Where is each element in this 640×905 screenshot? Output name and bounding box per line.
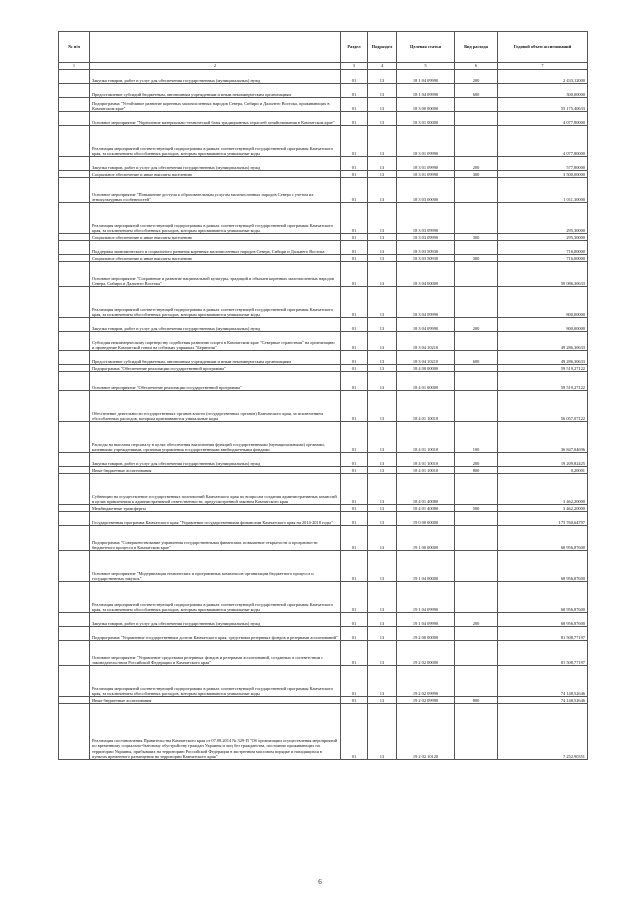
- table-row: [59, 505, 588, 512]
- cell-expense-name: Иные бюджетные ассигнования: [90, 467, 341, 474]
- cell-target-article: 19 2 02 09990: [397, 666, 455, 697]
- cell-target-article: 18 3 04 10210: [397, 332, 455, 351]
- cell-expense-type: 800: [455, 697, 498, 704]
- table-row: [59, 98, 588, 112]
- cell-target-article: 18 3 03 09990: [397, 234, 455, 241]
- cell-expense-name: Реализация мероприятий соответствующей подпрограммы в рамках соответствующей государственной программы Камчатского края, за исключением обособленных расходов, которым присваиваются уникальные коды: [90, 582, 341, 613]
- table-row: [59, 287, 588, 318]
- cell-razdel: 01: [341, 697, 368, 704]
- cell-number: [59, 365, 90, 372]
- cell-expense-type: 300: [455, 171, 498, 178]
- cell-annual-amount: 300,00000: [498, 84, 588, 98]
- cell-expense-name: Субсидия некоммерческому партнерству содействия развитию спорта в Камчатском крае "Северные странствия" на организацию и проведение Камчатской гонки на собачьих упряжках "Берингия": [90, 332, 341, 351]
- cell-target-article: 19 1 04 09990: [397, 613, 455, 627]
- cell-razdel: 01: [341, 178, 368, 203]
- cell-target-article: 19 0 00 00000: [397, 512, 455, 526]
- col-number-4: 4: [368, 63, 397, 70]
- cell-podrazdel: 13: [368, 505, 397, 512]
- cell-expense-type: [455, 704, 498, 760]
- cell-expense-name: Предоставление субсидий бюджетным, автономным учреждениям и иным некоммерческим организациям: [90, 351, 341, 365]
- table-row: [59, 627, 588, 641]
- cell-razdel: 01: [341, 505, 368, 512]
- cell-annual-amount: 74 148,52646: [498, 666, 588, 697]
- table-row: [59, 704, 588, 760]
- cell-podrazdel: 13: [368, 512, 397, 526]
- cell-target-article: 18 3 01 09990: [397, 171, 455, 178]
- cell-razdel: 01: [341, 641, 368, 666]
- cell-annual-amount: 577,80000: [498, 157, 588, 171]
- cell-expense-name: Социальное обеспечение и иные выплаты населению: [90, 171, 341, 178]
- cell-expense-name: Поддержка экономического и социального развития коренных малочисленных народов Севера, Сибири и Дальнего Востока: [90, 241, 341, 255]
- cell-target-article: 19 2 02 10120: [397, 704, 455, 760]
- table-row: [59, 112, 588, 126]
- cell-annual-amount: 800,00000: [498, 318, 588, 332]
- cell-expense-name: Реализация мероприятий соответствующей подпрограммы в рамках соответствующей государственной программы Камчатского края, за исключением обособленных расходов, которым присваиваются уникальные коды: [90, 666, 341, 697]
- table-row: [59, 171, 588, 178]
- cell-expense-type: 300: [455, 255, 498, 262]
- cell-podrazdel: 13: [368, 582, 397, 613]
- cell-number: [59, 126, 90, 157]
- cell-razdel: 01: [341, 70, 368, 84]
- cell-target-article: 18 4 01 40080: [397, 505, 455, 512]
- col-number-6: 6: [455, 63, 498, 70]
- table-row: [59, 365, 588, 372]
- cell-number: [59, 234, 90, 241]
- cell-target-article: 18 3 01 09990: [397, 157, 455, 171]
- cell-expense-type: 200: [455, 613, 498, 627]
- cell-number: [59, 391, 90, 422]
- cell-expense-type: [455, 474, 498, 505]
- cell-number: [59, 84, 90, 98]
- cell-number: [59, 287, 90, 318]
- cell-expense-type: [455, 391, 498, 422]
- col-header-razdel: Раздел: [341, 32, 368, 63]
- cell-podrazdel: 13: [368, 332, 397, 351]
- cell-expense-name: Субвенции на осуществление государственных полномочий Камчатского края по вопросам создания административных комиссий в целях привлечения к административной ответственности, предусмотренной законом Камчатского края: [90, 474, 341, 505]
- col-number-5: 5: [397, 63, 455, 70]
- cell-expense-type: 200: [455, 157, 498, 171]
- cell-annual-amount: 7 252,90351: [498, 704, 588, 760]
- cell-podrazdel: 13: [368, 98, 397, 112]
- cell-target-article: 18 3 04 09990: [397, 318, 455, 332]
- cell-annual-amount: 19 209,82425: [498, 453, 588, 467]
- col-header-expense-type: Вид расхода: [455, 32, 498, 63]
- cell-number: [59, 203, 90, 234]
- cell-razdel: 01: [341, 351, 368, 365]
- cell-podrazdel: 13: [368, 234, 397, 241]
- col-header-name: [90, 32, 341, 63]
- cell-expense-name: Подпрограмма "Управление государственным долгом Камчатского края, средствами резервных фондов и резервами ассигнований": [90, 627, 341, 641]
- cell-number: [59, 453, 90, 467]
- cell-expense-name: Межбюджетные трансферты: [90, 505, 341, 512]
- cell-expense-name: Иные бюджетные ассигнования: [90, 697, 341, 704]
- cell-target-article: 18 1 04 09990: [397, 70, 455, 84]
- cell-expense-name: Подпрограмма "Устойчивое развитие коренных малочисленных народов Севера, Сибири и Дальнего Востока, проживающих в Камчатском крае": [90, 98, 341, 112]
- cell-podrazdel: 13: [368, 391, 397, 422]
- cell-number: [59, 613, 90, 627]
- cell-target-article: 18 3 03 50930: [397, 241, 455, 255]
- cell-annual-amount: 716,00000: [498, 255, 588, 262]
- cell-target-article: 19 2 02 09990: [397, 697, 455, 704]
- table-row: [59, 467, 588, 474]
- cell-target-article: 18 4 01 10010: [397, 467, 455, 474]
- cell-podrazdel: 13: [368, 372, 397, 391]
- cell-annual-amount: 59 519,27122: [498, 372, 588, 391]
- cell-expense-type: [455, 551, 498, 582]
- cell-razdel: 01: [341, 704, 368, 760]
- cell-podrazdel: 13: [368, 241, 397, 255]
- cell-annual-amount: 4 077,80000: [498, 126, 588, 157]
- table-row: [59, 351, 588, 365]
- cell-expense-type: [455, 641, 498, 666]
- cell-podrazdel: 13: [368, 84, 397, 98]
- cell-number: [59, 112, 90, 126]
- cell-number: [59, 372, 90, 391]
- cell-annual-amount: 81 508,77197: [498, 627, 588, 641]
- cell-target-article: 19 2 00 00000: [397, 627, 455, 641]
- cell-annual-amount: 173 760,64797: [498, 512, 588, 526]
- cell-expense-name: Государственная программа Камчатского края "Управление государственными финансами Камчатского края на 2014-2018 годы": [90, 512, 341, 526]
- cell-expense-type: [455, 627, 498, 641]
- cell-expense-name: Подпрограмма "Обеспечение реализации государственной программы": [90, 365, 341, 372]
- cell-razdel: 01: [341, 582, 368, 613]
- cell-expense-type: [455, 365, 498, 372]
- cell-podrazdel: 13: [368, 157, 397, 171]
- col-header-podrazdel: Подраздел: [368, 32, 397, 63]
- cell-razdel: 01: [341, 287, 368, 318]
- cell-expense-type: [455, 262, 498, 287]
- cell-razdel: 01: [341, 157, 368, 171]
- table-row: [59, 126, 588, 157]
- cell-number: [59, 255, 90, 262]
- cell-podrazdel: 13: [368, 453, 397, 467]
- cell-number: [59, 666, 90, 697]
- table-row: [59, 262, 588, 287]
- cell-expense-type: [455, 287, 498, 318]
- cell-podrazdel: 13: [368, 255, 397, 262]
- cell-number: [59, 262, 90, 287]
- cell-razdel: 01: [341, 512, 368, 526]
- cell-expense-name: Закупка товаров, работ и услуг для обеспечения государственных (муниципальных) нужд: [90, 613, 341, 627]
- cell-target-article: 19 1 04 09990: [397, 582, 455, 613]
- cell-target-article: 18 4 01 10010: [397, 453, 455, 467]
- cell-expense-name: Социальное обеспечение и иные выплаты населению: [90, 234, 341, 241]
- cell-target-article: 18 1 04 09990: [397, 84, 455, 98]
- cell-number: [59, 351, 90, 365]
- cell-podrazdel: 13: [368, 287, 397, 318]
- table-row: [59, 84, 588, 98]
- cell-podrazdel: 13: [368, 613, 397, 627]
- cell-number: [59, 505, 90, 512]
- cell-razdel: 01: [341, 241, 368, 255]
- header-row: [59, 32, 588, 63]
- cell-expense-type: [455, 98, 498, 112]
- cell-target-article: 18 3 03 00000: [397, 178, 455, 203]
- cell-podrazdel: 13: [368, 112, 397, 126]
- cell-podrazdel: 13: [368, 171, 397, 178]
- table-row: [59, 453, 588, 467]
- cell-annual-amount: 36 847,04696: [498, 422, 588, 453]
- cell-expense-name: Основное мероприятие "Управление средствами резервных фондов и резервами ассигнований, созданных в соответствии с законодательством Российской Федерации и Камчатского края": [90, 641, 341, 666]
- cell-number: [59, 582, 90, 613]
- cell-expense-type: 200: [455, 318, 498, 332]
- cell-expense-name: Основное мероприятие "Модернизация технических и программных комплексов организации бюджетного процесса и государственных закупок": [90, 551, 341, 582]
- cell-razdel: 01: [341, 112, 368, 126]
- table-row: [59, 551, 588, 582]
- cell-expense-type: [455, 372, 498, 391]
- cell-razdel: 01: [341, 84, 368, 98]
- table-row: [59, 391, 588, 422]
- table-row: [59, 70, 588, 84]
- cell-expense-type: [455, 582, 498, 613]
- cell-target-article: 19 2 02 00000: [397, 641, 455, 666]
- table-row: [59, 372, 588, 391]
- cell-annual-amount: 3 462,20000: [498, 474, 588, 505]
- cell-annual-amount: 74 148,52646: [498, 697, 588, 704]
- cell-target-article: 18 3 04 10210: [397, 351, 455, 365]
- cell-expense-name: Подпрограмма "Совершенствование управления государственными финансами, повышение открытости и прозрачности бюджетного процесса в Камчатском крае": [90, 526, 341, 551]
- cell-podrazdel: 13: [368, 704, 397, 760]
- cell-target-article: 18 4 01 00000: [397, 372, 455, 391]
- cell-target-article: 18 3 01 09990: [397, 126, 455, 157]
- cell-razdel: 01: [341, 203, 368, 234]
- cell-number: [59, 474, 90, 505]
- cell-razdel: 01: [341, 171, 368, 178]
- cell-expense-name: Закупка товаров, работ и услуг для обеспечения государственных (муниципальных) нужд: [90, 70, 341, 84]
- table-row: [59, 422, 588, 453]
- cell-expense-name: Основное мероприятие "Укрепление материально-технической базы традиционных отраслей хозяйствования в Камчатском крае": [90, 112, 341, 126]
- cell-razdel: 01: [341, 365, 368, 372]
- cell-razdel: 01: [341, 391, 368, 422]
- cell-annual-amount: 68 956,87600: [498, 526, 588, 551]
- table-row: [59, 526, 588, 551]
- cell-annual-amount: 68 956,87600: [498, 613, 588, 627]
- cell-podrazdel: 13: [368, 126, 397, 157]
- cell-target-article: 18 4 00 00000: [397, 365, 455, 372]
- cell-target-article: 18 4 01 10010: [397, 391, 455, 422]
- cell-expense-name: Расходы на выплаты персоналу в целях обеспечения выполнения функций государственными (муниципальными) органами, казенными учреждениями, органами управления государственными внебюджетными фондами: [90, 422, 341, 453]
- cell-podrazdel: 13: [368, 467, 397, 474]
- cell-expense-type: [455, 112, 498, 126]
- cell-annual-amount: 295,30000: [498, 234, 588, 241]
- table-row: [59, 241, 588, 255]
- col-number-1: 1: [59, 63, 90, 70]
- cell-podrazdel: 13: [368, 262, 397, 287]
- column-number-row: [59, 63, 588, 70]
- cell-razdel: 01: [341, 474, 368, 505]
- cell-razdel: 01: [341, 332, 368, 351]
- cell-number: [59, 467, 90, 474]
- table-row: [59, 157, 588, 171]
- cell-expense-type: 500: [455, 505, 498, 512]
- cell-number: [59, 318, 90, 332]
- cell-number: [59, 526, 90, 551]
- cell-target-article: 18 3 03 09990: [397, 203, 455, 234]
- cell-annual-amount: 49 286,30633: [498, 332, 588, 351]
- cell-number: [59, 641, 90, 666]
- cell-razdel: 01: [341, 526, 368, 551]
- cell-expense-type: [455, 332, 498, 351]
- col-header-number: № п/п: [59, 32, 90, 63]
- cell-annual-amount: 50 086,30633: [498, 262, 588, 287]
- page-number: 6: [318, 878, 322, 886]
- cell-podrazdel: 13: [368, 627, 397, 641]
- cell-expense-name: Основное мероприятие "Сохранение и развитие национальной культуры, традиций и обычаев коренных малочисленных народов Севера, Сибири и Дальнего Востока": [90, 262, 341, 287]
- cell-razdel: 01: [341, 627, 368, 641]
- cell-expense-name: Закупка товаров, работ и услуг для обеспечения государственных (муниципальных) нужд: [90, 453, 341, 467]
- cell-podrazdel: 13: [368, 641, 397, 666]
- cell-annual-amount: 3 462,20000: [498, 505, 588, 512]
- table-row: [59, 582, 588, 613]
- cell-podrazdel: 13: [368, 318, 397, 332]
- cell-number: [59, 241, 90, 255]
- cell-podrazdel: 13: [368, 474, 397, 505]
- cell-expense-type: 600: [455, 84, 498, 98]
- cell-razdel: 01: [341, 467, 368, 474]
- table-row: [59, 318, 588, 332]
- cell-podrazdel: 13: [368, 697, 397, 704]
- cell-podrazdel: 13: [368, 203, 397, 234]
- col-number-2: 2: [90, 63, 341, 70]
- table-row: [59, 512, 588, 526]
- cell-expense-type: [455, 241, 498, 255]
- cell-annual-amount: 3 500,00000: [498, 171, 588, 178]
- cell-number: [59, 512, 90, 526]
- table-row: [59, 641, 588, 666]
- cell-expense-name: Обеспечение деятельности государственных органов власти (государственных органов) Камчатского края, за исключением обособленных расходов, которым присваиваются уникальные коды: [90, 391, 341, 422]
- cell-expense-type: [455, 126, 498, 157]
- cell-annual-amount: 800,00000: [498, 287, 588, 318]
- cell-expense-name: Закупка товаров, работ и услуг для обеспечения государственных (муниципальных) нужд: [90, 318, 341, 332]
- cell-razdel: 01: [341, 613, 368, 627]
- cell-target-article: 18 4 01 10010: [397, 422, 455, 453]
- cell-podrazdel: 13: [368, 70, 397, 84]
- cell-razdel: 01: [341, 126, 368, 157]
- table-row: [59, 178, 588, 203]
- cell-target-article: 18 3 04 09990: [397, 287, 455, 318]
- table-row: [59, 203, 588, 234]
- budget-table: [58, 31, 588, 760]
- cell-annual-amount: 68 956,87600: [498, 582, 588, 613]
- cell-razdel: 01: [341, 422, 368, 453]
- cell-expense-type: 800: [455, 467, 498, 474]
- cell-number: [59, 551, 90, 582]
- cell-podrazdel: 13: [368, 422, 397, 453]
- table-row: [59, 234, 588, 241]
- cell-podrazdel: 13: [368, 178, 397, 203]
- cell-expense-type: 600: [455, 351, 498, 365]
- cell-razdel: 01: [341, 372, 368, 391]
- cell-number: [59, 171, 90, 178]
- cell-expense-name: Реализация мероприятий соответствующей подпрограммы в рамках соответствующей государственной программы Камчатского края, за исключением обособленных расходов, которым присваиваются уникальные коды: [90, 203, 341, 234]
- cell-expense-type: [455, 512, 498, 526]
- cell-annual-amount: 68 956,87600: [498, 551, 588, 582]
- cell-target-article: 18 3 04 00000: [397, 262, 455, 287]
- cell-annual-amount: 295,30000: [498, 203, 588, 234]
- col-number-7: 7: [498, 63, 588, 70]
- cell-podrazdel: 13: [368, 551, 397, 582]
- cell-razdel: 01: [341, 551, 368, 582]
- cell-expense-name: Реализация постановления Правительства Камчатского края от 07.08.2014 № 329-П "Об организации осуществления мероприятий по временному социально-бытовому обустройству граждан Украины и лиц без гражданства, постоянно проживающих на территории Украины, прибывших на территорию Российской Федерации в экстренном массовом порядке и находящихся в пунктах временного размещения на территории Камчатского края": [90, 704, 341, 760]
- budget-table-body: [59, 70, 588, 760]
- cell-annual-amount: 716,00000: [498, 241, 588, 255]
- cell-target-article: 18 3 00 00000: [397, 98, 455, 112]
- cell-number: [59, 422, 90, 453]
- cell-expense-type: 300: [455, 234, 498, 241]
- col-header-target-article: Целевая статья: [397, 32, 455, 63]
- cell-expense-name: Закупка товаров, работ и услуг для обеспечения государственных (муниципальных) нужд: [90, 157, 341, 171]
- cell-annual-amount: 2 433,12000: [498, 70, 588, 84]
- cell-annual-amount: 1 011,30000: [498, 178, 588, 203]
- cell-razdel: 01: [341, 318, 368, 332]
- col-number-3: 3: [341, 63, 368, 70]
- cell-annual-amount: 81 508,77197: [498, 641, 588, 666]
- cell-number: [59, 157, 90, 171]
- table-row: [59, 613, 588, 627]
- cell-expense-name: Основное мероприятие "Обеспечение реализации государственной программы": [90, 372, 341, 391]
- table-row: [59, 255, 588, 262]
- cell-expense-type: 200: [455, 70, 498, 84]
- cell-annual-amount: 0,20001: [498, 467, 588, 474]
- cell-expense-name: Социальное обеспечение и иные выплаты населению: [90, 255, 341, 262]
- cell-expense-type: [455, 178, 498, 203]
- cell-razdel: 01: [341, 262, 368, 287]
- cell-target-article: 19 1 04 00000: [397, 551, 455, 582]
- cell-expense-type: 100: [455, 422, 498, 453]
- cell-expense-type: [455, 666, 498, 697]
- cell-razdel: 01: [341, 234, 368, 241]
- cell-annual-amount: 56 057,07122: [498, 391, 588, 422]
- cell-annual-amount: 59 519,27122: [498, 365, 588, 372]
- cell-annual-amount: 4 077,80000: [498, 112, 588, 126]
- cell-target-article: 18 3 03 50930: [397, 255, 455, 262]
- cell-expense-type: 200: [455, 453, 498, 467]
- table-row: [59, 474, 588, 505]
- cell-number: [59, 704, 90, 760]
- cell-podrazdel: 13: [368, 666, 397, 697]
- table-row: [59, 332, 588, 351]
- cell-number: [59, 98, 90, 112]
- cell-expense-type: [455, 526, 498, 551]
- cell-podrazdel: 13: [368, 526, 397, 551]
- cell-expense-name: Основное мероприятие "Повышение доступа к образовательным услугам малочисленных народов Севера с учетом их этнокультурных особенностей": [90, 178, 341, 203]
- cell-annual-amount: 49 286,30633: [498, 351, 588, 365]
- cell-number: [59, 178, 90, 203]
- cell-expense-name: Реализация мероприятий соответствующей подпрограммы в рамках соответствующей государственной программы Камчатского края, за исключением обособленных расходов, которым присваиваются уникальные коды: [90, 287, 341, 318]
- cell-target-article: 19 1 00 00000: [397, 526, 455, 551]
- cell-podrazdel: 13: [368, 365, 397, 372]
- cell-razdel: 01: [341, 666, 368, 697]
- cell-number: [59, 697, 90, 704]
- cell-number: [59, 627, 90, 641]
- cell-number: [59, 70, 90, 84]
- col-header-annual-amount: Годовой объем ассигнований: [498, 32, 588, 63]
- cell-number: [59, 332, 90, 351]
- cell-razdel: 01: [341, 453, 368, 467]
- table-row: [59, 697, 588, 704]
- cell-razdel: 01: [341, 255, 368, 262]
- cell-expense-name: Реализация мероприятий соответствующей подпрограммы в рамках соответствующей государственной программы Камчатского края, за исключением обособленных расходов, которым присваиваются уникальные коды: [90, 126, 341, 157]
- cell-expense-type: [455, 203, 498, 234]
- cell-expense-name: Предоставление субсидий бюджетным, автономным учреждениям и иным некоммерческим организациям: [90, 84, 341, 98]
- table-row: [59, 666, 588, 697]
- cell-razdel: 01: [341, 98, 368, 112]
- cell-target-article: 18 3 01 00000: [397, 112, 455, 126]
- cell-annual-amount: 55 175,40633: [498, 98, 588, 112]
- cell-podrazdel: 13: [368, 351, 397, 365]
- cell-target-article: 18 4 01 40080: [397, 474, 455, 505]
